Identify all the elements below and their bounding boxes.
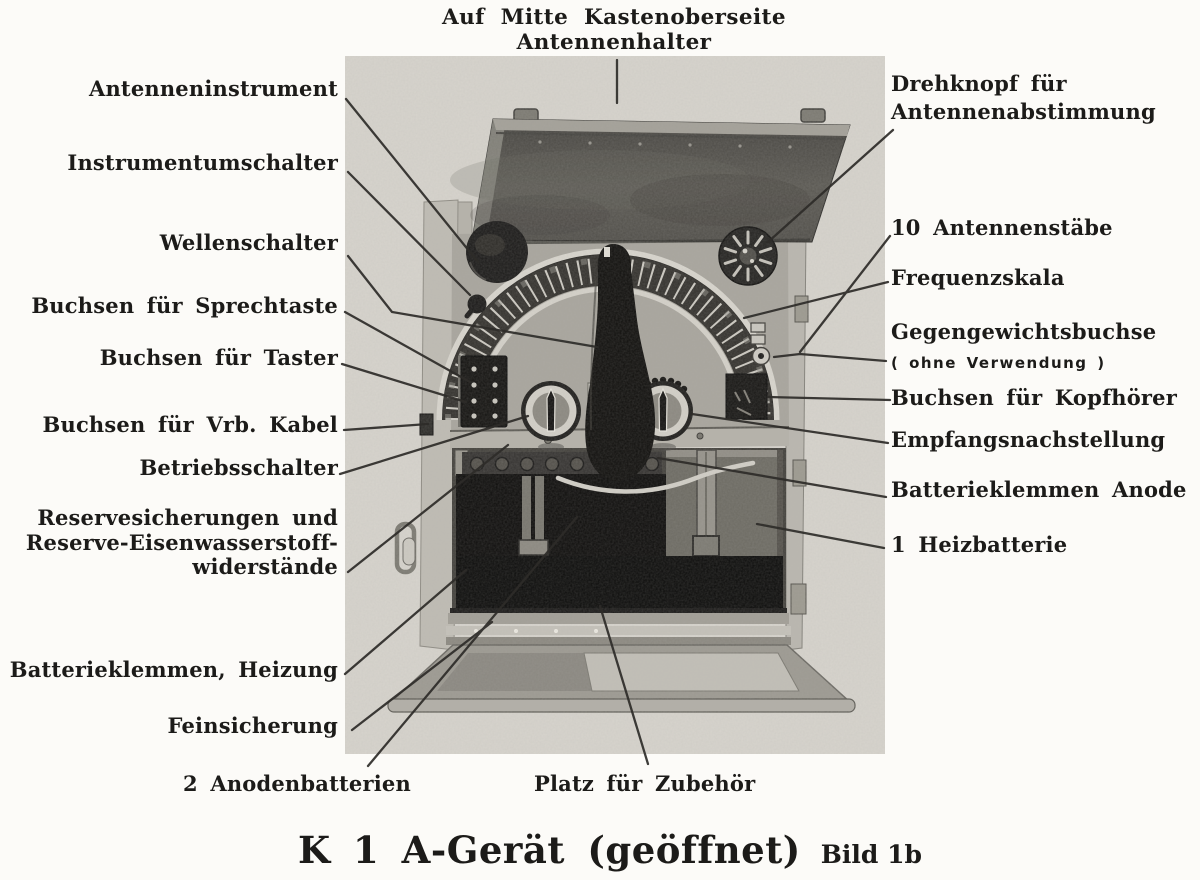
label-betriebsschalter: Betriebsschalter — [139, 455, 338, 480]
label-empfangsnachstellung: Empfangsnachstellung — [891, 427, 1166, 452]
label-anodenbatterien: 2 Anodenbatterien — [183, 771, 411, 796]
label-buchsen-vrb-kabel: Buchsen für Vrb. Kabel — [42, 412, 338, 437]
photo-grain — [345, 56, 885, 754]
label-reserve-line3: widerstände — [192, 554, 338, 579]
label-antennenstaebe: 10 Antennenstäbe — [891, 215, 1113, 240]
label-feinsicherung: Feinsicherung — [167, 713, 338, 738]
label-buchsen-sprechtaste: Buchsen für Sprechtaste — [31, 293, 338, 318]
label-reserve-line2: Reserve-Eisenwasserstoff- — [25, 529, 338, 555]
label-buchsen-taster: Buchsen für Taster — [99, 345, 338, 370]
figure-title-row — [10, 828, 1200, 872]
label-batterieklemmen-anode: Batterieklemmen Anode — [891, 477, 1187, 502]
label-gegengewichtsbuchse: Gegengewichtsbuchse — [891, 319, 1157, 344]
figure-number: Bild 1b — [820, 840, 922, 869]
label-batterieklemmen-heizung: Batterieklemmen, Heizung — [9, 657, 338, 682]
label-frequenzskala: Frequenzskala — [891, 265, 1065, 290]
label-instrumentumschalter: Instrumentumschalter — [67, 150, 338, 175]
top-caption: Auf Mitte Kastenoberseite Antennenhalter — [442, 5, 786, 55]
label-gegengewichtsbuchse-note: ( ohne Verwendung ) — [891, 354, 1106, 372]
label-reserve-line1: Reservesicherungen und — [37, 505, 338, 530]
label-platz-zubehoer: Platz für Zubehör — [534, 771, 756, 796]
label-drehknopf-line2: Antennenabstimmung — [891, 99, 1156, 124]
label-reservesicherungen — [26, 506, 338, 580]
label-drehknopf — [891, 70, 1156, 126]
figure-title: K 1 A-Gerät (geöffnet) — [298, 828, 801, 872]
label-drehknopf-line1: Drehknopf für — [891, 71, 1067, 96]
label-antenneninstrument: Antenneninstrument — [88, 76, 338, 101]
label-heizbatterie: 1 Heizbatterie — [891, 532, 1068, 557]
label-wellenschalter: Wellenschalter — [159, 230, 338, 255]
label-buchsen-kopfhoerer: Buchsen für Kopfhörer — [891, 385, 1177, 410]
